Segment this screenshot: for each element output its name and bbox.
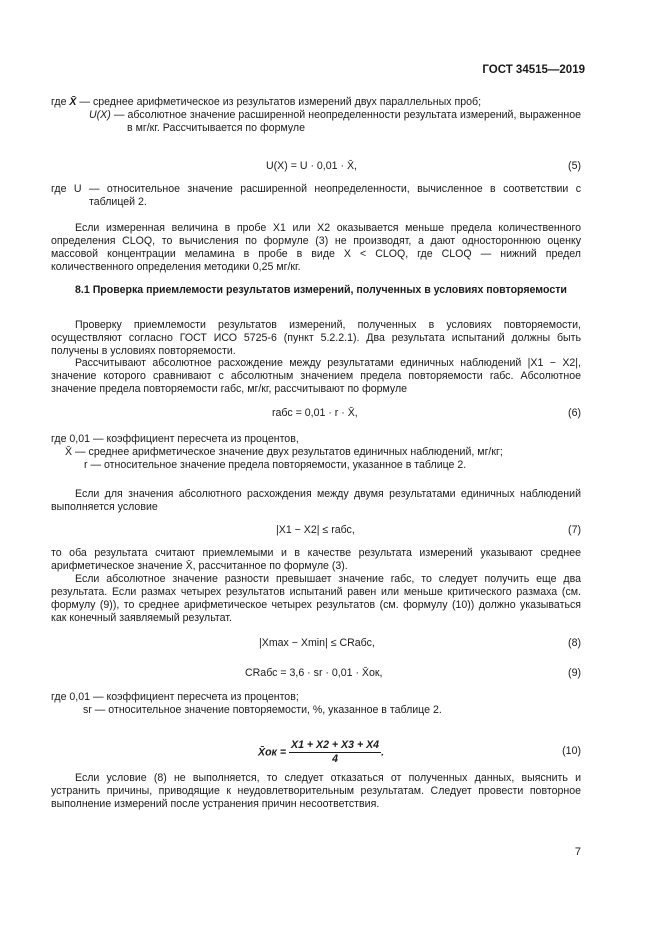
equation-10-fraction: $\frac{X1 + X2 + X3 + X4}{4}$ <box>291 739 380 765</box>
paragraph-exceed: Если абсолютное значение разности превышает значение rабс, то следует получить еще два результата. Если размах четырех результатов испытаний равен или меньше критического размаха (см. формулу (9)), то среднее арифметическое четырех результатов (см. формулу (10)) должно указываться как конечный заявляемый результат. <box>51 573 581 624</box>
definition-ux: U(X) — абсолютное значение расширенной неопределенности результата измерений, выраженное в мг/кг. Рассчитывается по формуле <box>89 109 581 134</box>
equation-7: |X1 − X2| ≤ rабс, <box>276 524 355 536</box>
paragraph-accept: то оба результата считают приемлемыми и в качестве результата измерений указывают среднее арифметическое значение X̄, рассчитанное по формуле (3). <box>51 547 581 572</box>
standard-header: ГОСТ 34515—2019 <box>482 64 585 76</box>
definition-u: где U — относительное значение расширенной неопределенности, вычисленное в соответствии с таблицей 2. <box>51 183 581 208</box>
section-heading: 8.1 Проверка приемлемости результатов измерений, полученных в условиях повторяемости <box>75 284 567 296</box>
equation-6: rабс = 0,01 · r · X̄, <box>272 407 358 419</box>
equation-5: U(X) = U · 0,01 · X̄, <box>266 160 357 172</box>
definitions-block-1 <box>51 96 581 135</box>
definition-coef-2: где 0,01 — коэффициент пересчета из процентов; <box>51 691 299 703</box>
definitions-block-2 <box>51 183 581 209</box>
equation-10: X̄ок = $\frac{X1 + X2 + X3 + X4}{4}$ . <box>258 739 385 765</box>
equation-6-number: (6) <box>568 407 581 419</box>
definitions-block-4 <box>51 691 581 717</box>
paragraph-calc: Рассчитывают абсолютное расхождение между результатами единичных наблюдений |X1 − X2|, значение которого сравнивают с абсолютным значением предела повторяемости rабс. Абсолютное значение предела повторяемости rабс, мг/кг, рассчитывают по формуле <box>51 357 581 395</box>
equation-9: CRабс = 3,6 · sr · 0,01 · X̄ок, <box>245 667 383 679</box>
equation-8-number: (8) <box>568 637 581 649</box>
definition-xbar: где X̄ — среднее арифметическое из результатов измерений двух параллельных проб; <box>51 96 482 108</box>
equation-5-number: (5) <box>568 160 581 172</box>
page-number: 7 <box>574 846 581 858</box>
paragraph-cond: Если для значения абсолютного расхождения между двумя результатами единичных наблюдений выполняется условие <box>51 488 581 513</box>
paragraph-final: Если условие (8) не выполняется, то следует отказаться от полученных данных, выяснить и устранить причины, приводящие к неудовлетворительным результатам. Следует провести повторное выполнение измерений после устранения причин несоответствия. <box>51 772 581 810</box>
definition-xbar-2: X̄ — среднее арифметическое значение двух результатов единичных наблюдений, мг/кг; <box>65 446 503 458</box>
paragraph-loq: Если измеренная величина в пробе X1 или X2 оказывается меньше предела количественного определения CLOQ, то вычисления по формуле (3) не производят, а дают одностороннюю оценку массовой концентрации меламина в пробе в виде X < CLOQ, где CLOQ — нижний предел количественного определения методики 0,25 мг/кг. <box>51 222 581 273</box>
definition-r: r — относительное значение предела повторяемости, указанное в таблице 2. <box>84 459 467 471</box>
equation-9-number: (9) <box>568 667 581 679</box>
equation-8: |Xmax − Xmin| ≤ CRабс, <box>259 637 375 649</box>
definition-coef-1: где 0,01 — коэффициент пересчета из процентов, <box>51 433 299 445</box>
equation-7-number: (7) <box>568 524 581 536</box>
paragraph-check: Проверку приемлемости результатов измерений, полученных в условиях повторяемости, осуществляют согласно ГОСТ ИСО 5725-6 (пункт 5.2.2.1). Два результата испытаний должны быть получены в условиях повторяемости. <box>51 319 581 357</box>
definitions-block-3 <box>51 433 581 472</box>
definition-sr: sr — относительное значение повторяемости, %, указанное в таблице 2. <box>83 704 442 716</box>
equation-10-number: (10) <box>562 745 581 757</box>
